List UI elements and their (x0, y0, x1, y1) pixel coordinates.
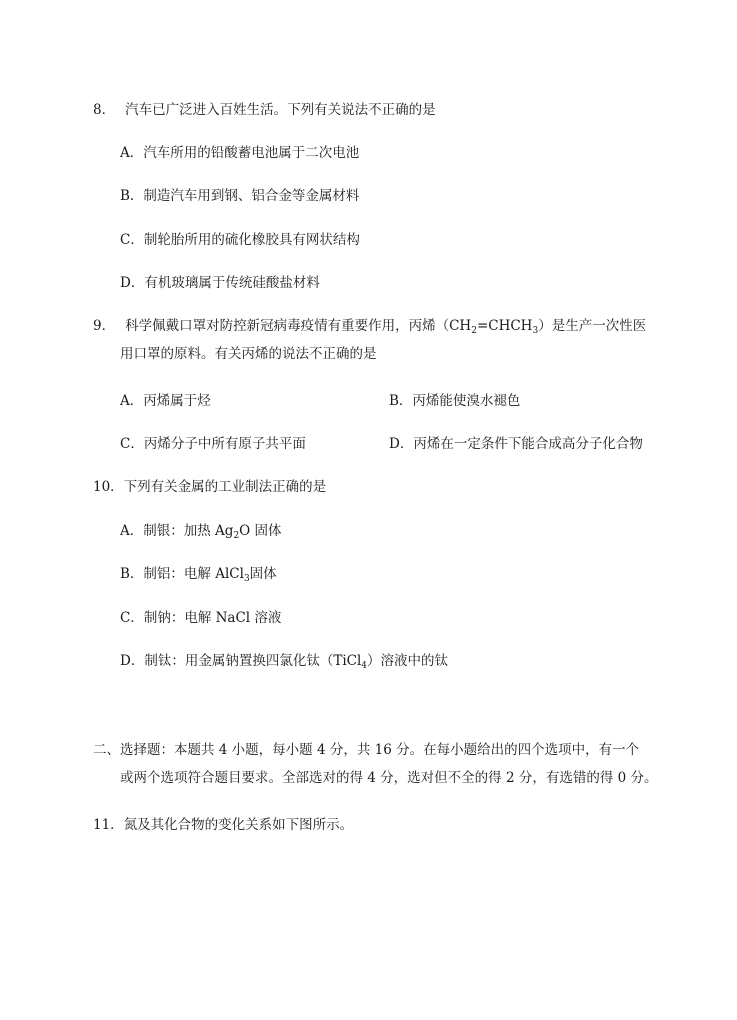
q9-subscript: 3 (532, 326, 539, 336)
q10-option-a-text: O 固体 (239, 523, 282, 539)
q11-stem: 氮及其化合物的变化关系如下图所示。 (123, 817, 354, 833)
q9-stem-part: 科学佩戴口罩对防控新冠病毒疫情有重要作用，丙烯（CH (125, 318, 472, 334)
q10-option-b (120, 564, 277, 589)
q8-option-a: A．汽车所用的铅酸蓄电池属于二次电池 (120, 145, 360, 161)
q10-option-c: C．制钠：电解 NaCl 溶液 (120, 610, 282, 626)
q8-option-c: C．制轮胎所用的硫化橡胶具有网状结构 (120, 232, 360, 248)
q8-option-d: D．有机玻璃属于传统硅酸盐材料 (120, 275, 320, 291)
q10-subscript: 3 (243, 574, 250, 584)
q8-option-b: B．制造汽车用到钢、铝合金等金属材料 (120, 188, 360, 204)
q9-option-c: C．丙烯分子中所有原子共平面 (120, 436, 306, 452)
q9-stem-line-1 (93, 316, 646, 341)
q8-stem: 汽车已广泛进入百姓生活。下列有关说法不正确的是 (125, 102, 436, 118)
q8-number: 8． (93, 102, 116, 118)
q8-stem-line (93, 100, 436, 120)
q10-option-d (120, 651, 448, 676)
q9-stem-line-2: 用口罩的原料。有关丙烯的说法不正确的是 (120, 346, 377, 362)
q9-option-d: D．丙烯在一定条件下能合成高分子化合物 (389, 436, 643, 452)
q10-stem: 下列有关金属的工业制法正确的是 (123, 479, 327, 495)
q10-option-b-text: B．制铝：电解 AlCl (120, 566, 244, 582)
q9-stem-part: =CHCH (476, 318, 533, 334)
q10-subscript: 4 (361, 661, 368, 671)
q9-option-b: B．丙烯能使溴水褪色 (389, 393, 521, 409)
q10-option-a-text: A．制银：加热 Ag (120, 523, 234, 539)
q9-subscript: 2 (471, 326, 477, 336)
q9-stem-part: ）是生产一次性医 (538, 318, 647, 334)
section2-line-1: 二、选择题：本题共 4 小题，每小题 4 分，共 16 分。在每小题给出的四个选项中，有一个 (93, 742, 640, 758)
q9-option-a: A．丙烯属于烃 (120, 393, 211, 409)
q10-stem-line (93, 477, 326, 497)
q10-option-a (120, 521, 282, 546)
q10-option-b-text: 固体 (249, 566, 277, 582)
q10-option-d-text: ）溶液中的钛 (367, 653, 449, 669)
q10-option-d-text: D．制钛：用金属钠置换四氯化钛（TiCl (120, 653, 362, 669)
q11-stem-line (93, 815, 353, 835)
q11-number: 11． (93, 817, 124, 833)
q10-subscript: 2 (233, 531, 240, 541)
section2-line-2: 或两个选项符合题目要求。全部选对的得 4 分，选对但不全的得 2 分，有选错的得 0 分。 (120, 770, 658, 786)
q9-number: 9． (93, 318, 116, 334)
q10-number: 10． (93, 479, 124, 495)
